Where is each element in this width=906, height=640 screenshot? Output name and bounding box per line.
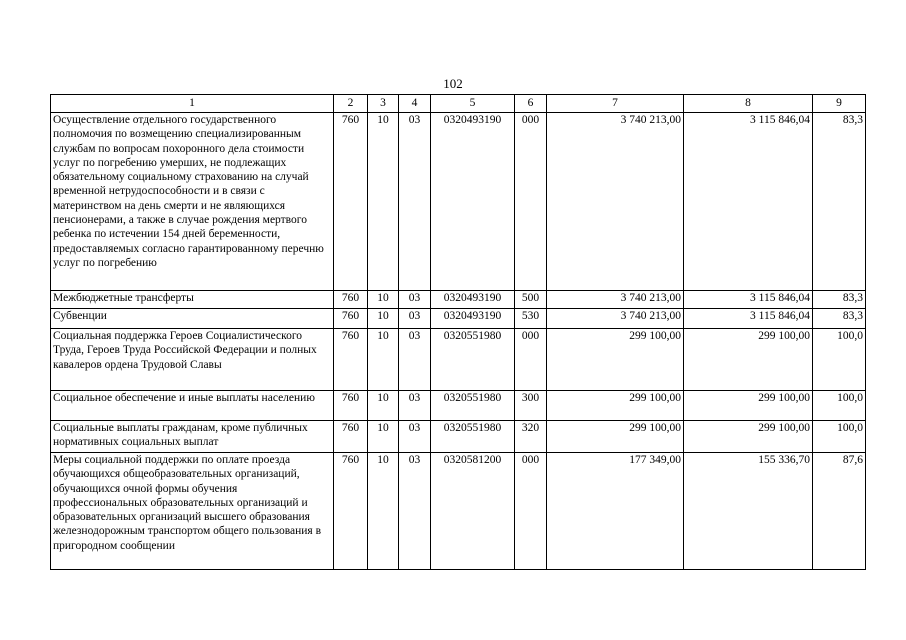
row-executed-amount: 3 115 846,04 [684, 113, 813, 291]
budget-table [50, 94, 866, 570]
row-planned-amount: 3 740 213,00 [547, 291, 684, 309]
row-ministry-code: 760 [334, 391, 368, 421]
row-name: Межбюджетные трансферты [51, 291, 334, 309]
row-section-code: 10 [368, 421, 399, 453]
table-row [51, 421, 866, 453]
row-executed-amount: 3 115 846,04 [684, 291, 813, 309]
row-planned-amount: 299 100,00 [547, 391, 684, 421]
row-section-code: 10 [368, 329, 399, 391]
row-expense-type: 300 [515, 391, 547, 421]
row-planned-amount: 177 349,00 [547, 453, 684, 570]
row-percent: 83,3 [813, 309, 866, 329]
row-subsection-code: 03 [399, 421, 431, 453]
row-executed-amount: 155 336,70 [684, 453, 813, 570]
row-subsection-code: 03 [399, 113, 431, 291]
table-row [51, 113, 866, 291]
row-planned-amount: 299 100,00 [547, 421, 684, 453]
row-target-code: 0320493190 [431, 113, 515, 291]
row-target-code: 0320493190 [431, 291, 515, 309]
row-ministry-code: 760 [334, 421, 368, 453]
row-planned-amount: 3 740 213,00 [547, 309, 684, 329]
row-ministry-code: 760 [334, 113, 368, 291]
column-header-9: 9 [813, 95, 866, 113]
row-executed-amount: 299 100,00 [684, 421, 813, 453]
table-row [51, 291, 866, 309]
row-target-code: 0320551980 [431, 329, 515, 391]
row-name: Меры социальной поддержки по оплате проезда обучающихся общеобразовательных организаций, обучающихся очной формы обучения профессиональных образовательных организаций и образовательных организаций высшего образования железнодорожным транспортом общего пользования в пригородном сообщении [51, 453, 334, 570]
row-name: Осуществление отдельного государственного полномочия по возмещению специализированным службам по вопросам похоронного дела стоимости услуг по погребению умерших, не подлежащих обязательному социальному страхованию на случай временной нетрудоспособности и в связи с материнством на день смерти и не являющихся пенсионерами, а также в случае рождения мертвого ребенка по истечении 154 дней беременности, предоставляемых согласно гарантированному перечню услуг по погребению [51, 113, 334, 291]
row-subsection-code: 03 [399, 291, 431, 309]
row-planned-amount: 299 100,00 [547, 329, 684, 391]
row-target-code: 0320551980 [431, 421, 515, 453]
column-header-2: 2 [334, 95, 368, 113]
row-expense-type: 000 [515, 329, 547, 391]
row-executed-amount: 299 100,00 [684, 391, 813, 421]
row-target-code: 0320581200 [431, 453, 515, 570]
row-name: Социальное обеспечение и иные выплаты населению [51, 391, 334, 421]
row-ministry-code: 760 [334, 453, 368, 570]
row-subsection-code: 03 [399, 309, 431, 329]
column-header-8: 8 [684, 95, 813, 113]
row-expense-type: 530 [515, 309, 547, 329]
row-expense-type: 500 [515, 291, 547, 309]
row-name: Социальная поддержка Героев Социалистического Труда, Героев Труда Российской Федерации и полных кавалеров ордена Трудовой Славы [51, 329, 334, 391]
row-subsection-code: 03 [399, 391, 431, 421]
row-section-code: 10 [368, 113, 399, 291]
row-ministry-code: 760 [334, 291, 368, 309]
column-header-1: 1 [51, 95, 334, 113]
table-row [51, 391, 866, 421]
row-name: Субвенции [51, 309, 334, 329]
table-row [51, 329, 866, 391]
row-section-code: 10 [368, 453, 399, 570]
column-header-6: 6 [515, 95, 547, 113]
row-subsection-code: 03 [399, 453, 431, 570]
header-row [51, 95, 866, 113]
row-expense-type: 000 [515, 453, 547, 570]
row-percent: 87,6 [813, 453, 866, 570]
column-header-5: 5 [431, 95, 515, 113]
row-percent: 100,0 [813, 391, 866, 421]
row-percent: 100,0 [813, 329, 866, 391]
table-row [51, 453, 866, 570]
column-header-4: 4 [399, 95, 431, 113]
column-header-7: 7 [547, 95, 684, 113]
row-subsection-code: 03 [399, 329, 431, 391]
row-percent: 100,0 [813, 421, 866, 453]
row-expense-type: 000 [515, 113, 547, 291]
row-section-code: 10 [368, 391, 399, 421]
table-row [51, 309, 866, 329]
row-executed-amount: 3 115 846,04 [684, 309, 813, 329]
row-section-code: 10 [368, 309, 399, 329]
column-header-3: 3 [368, 95, 399, 113]
row-percent: 83,3 [813, 113, 866, 291]
row-planned-amount: 3 740 213,00 [547, 113, 684, 291]
row-ministry-code: 760 [334, 329, 368, 391]
page-number: 102 [443, 76, 463, 91]
row-section-code: 10 [368, 291, 399, 309]
row-target-code: 0320551980 [431, 391, 515, 421]
row-expense-type: 320 [515, 421, 547, 453]
row-executed-amount: 299 100,00 [684, 329, 813, 391]
row-target-code: 0320493190 [431, 309, 515, 329]
row-name: Социальные выплаты гражданам, кроме публичных нормативных социальных выплат [51, 421, 334, 453]
row-percent: 83,3 [813, 291, 866, 309]
row-ministry-code: 760 [334, 309, 368, 329]
